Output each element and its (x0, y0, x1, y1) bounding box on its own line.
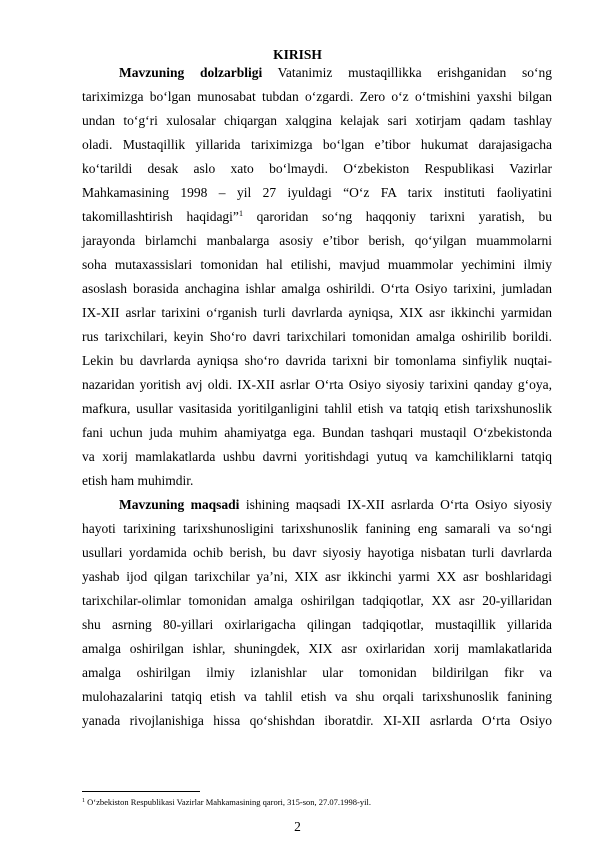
paragraph2-line (119, 497, 552, 513)
paragraph1-line: IX-XII asrlar tarixini o‘rganish turli davrlarda ayniqsa, XIX asr ikkinchi yarmidan (82, 305, 552, 320)
paragraph1-line: tariximizga bo‘lgan munosabat tubdan o‘zgardi. Zero o‘z o‘tmishini yaxshi bilgan (82, 89, 552, 104)
paragraph1-line: rus tarixchilari, keyin Sho‘ro davri tarixchilari tomonidan amalga oshirilib borildi. (82, 329, 552, 344)
paragraph1-line: Mahkamasining 1998 – yil 27 iyuldagi “O‘z FA tarix instituti faoliyatini (82, 185, 552, 200)
paragraph1-line: asoslash borasida anchagina ishlar amalga oshirildi. O‘rta Osiyo tarixini, jumladan (82, 281, 552, 296)
paragraph1-line: va xorij mamlakatlarda ushbu davrni yoritishdagi yutuq va kamchiliklarni tatqiq (82, 449, 552, 464)
paragraph2-line: usullari yordamida ochib berish, bu davr siyosiy hayotiga nisbatan turli davrlarda (82, 545, 552, 560)
page-title: KIRISH (273, 47, 322, 62)
paragraph1-line: nazaridan yoritish avj oldi. IX-XII asrlar O‘rta Osiyo siyosiy tarixini qanday g‘oya, (82, 377, 552, 392)
paragraph1-line: jarayonda birlamchi manbalarga asosiy e’tibor berish, qo‘yilgan muammolarni (82, 233, 552, 248)
paragraph1-line (82, 209, 552, 225)
paragraph1-line: mafkura, usullar vasitasida yoritilganligini tahlil etish va tatqiq etish tarixshunoslik (82, 401, 552, 416)
paragraph2-line: hayoti tarixining tarixshunosligini tarixshunoslik fanining eng samarali va so‘ngi (82, 521, 552, 536)
paragraph1-lead: Mavzuning dolzarbligi (119, 65, 263, 80)
paragraph1-text: takomillashtirish haqidagi” (82, 209, 239, 224)
page-number: 2 (294, 819, 301, 834)
paragraph2-line: shu asrning 80-yillari oxirlarigacha qilingan tadqiqotlar, mustaqillik yillarida (82, 617, 552, 632)
paragraph2-lead: Mavzuning maqsadi (119, 497, 240, 512)
paragraph1-line: fani uchun juda muhim ahamiyatga ega. Bundan tashqari mustaqil O‘zbekistonda (82, 425, 552, 440)
paragraph2-line: yashab ijod qilgan tarixchilar ya’ni, XIX asr ikkinchi yarmi XX asr boshlaridagi (82, 569, 552, 584)
footnote-text: O‘zbekiston Respublikasi Vazirlar Mahkamasining qarori, 315-son, 27.07.1998-yil. (85, 797, 371, 807)
paragraph1-line: oladi. Mustaqillik yillarida tariximizga bo‘lgan e’tibor hukumat darajasigacha (82, 137, 552, 152)
paragraph1-line: Lekin bu davrlarda ayniqsa sho‘ro davrida tarixni bir tomonlama sinfiylik nuqtai- (82, 353, 552, 368)
paragraph2-line: tarixchilar-olimlar tomonidan amalga oshirilgan tadqiqotlar, XX asr 20-yillaridan (82, 593, 552, 608)
paragraph1-line (119, 65, 552, 81)
paragraph1-line: ko‘tarildi desak aslo xato bo‘lmaydi. O‘zbekiston Respublikasi Vazirlar (82, 161, 552, 176)
paragraph2-line: mulohazalarini tatqiq etish va tahlil etish va shu orqali tarixshunoslik fanining (82, 689, 552, 704)
footnote-mark: 1 (82, 798, 85, 804)
paragraph2-line: amalga oshirilgan ilmiy izlanishlar ular tomonidan bildirilgan fikr va (82, 665, 552, 680)
paragraph1-line: undan to‘g‘ri xulosalar chiqargan xalqgina kelajak sari xotirjam qadam tashlay (82, 113, 552, 128)
paragraph2-line: amalga oshirilgan ishlar, shuningdek, XIX asr oxirlaridan xorij mamlakatlarida (82, 641, 552, 656)
paragraph1-text: qaroridan so‘ng haqqoniy tarixni yaratish, bu (242, 209, 552, 224)
paragraph2-text: ishining maqsadi IX-XII asrlarda O‘rta Osiyo siyosiy (239, 497, 552, 512)
paragraph1-line: soha mutaxassislari tomonidan hal etilishi, mavjud muammolar yechimini ilmiy (82, 257, 552, 272)
paragraph1-text: Vatanimiz mustaqillikka erishganidan so‘ng (262, 65, 552, 80)
paragraph1-line: etish ham muhimdir. (82, 473, 194, 488)
paragraph2-line: yanada rivojlanishiga hissa qo‘shishdan iboratdir. XI-XII asrlarda O‘rta Osiyo (82, 713, 552, 728)
footnote (82, 797, 371, 807)
footnote-divider (82, 791, 200, 792)
footnote-reference: 1 (238, 209, 243, 218)
